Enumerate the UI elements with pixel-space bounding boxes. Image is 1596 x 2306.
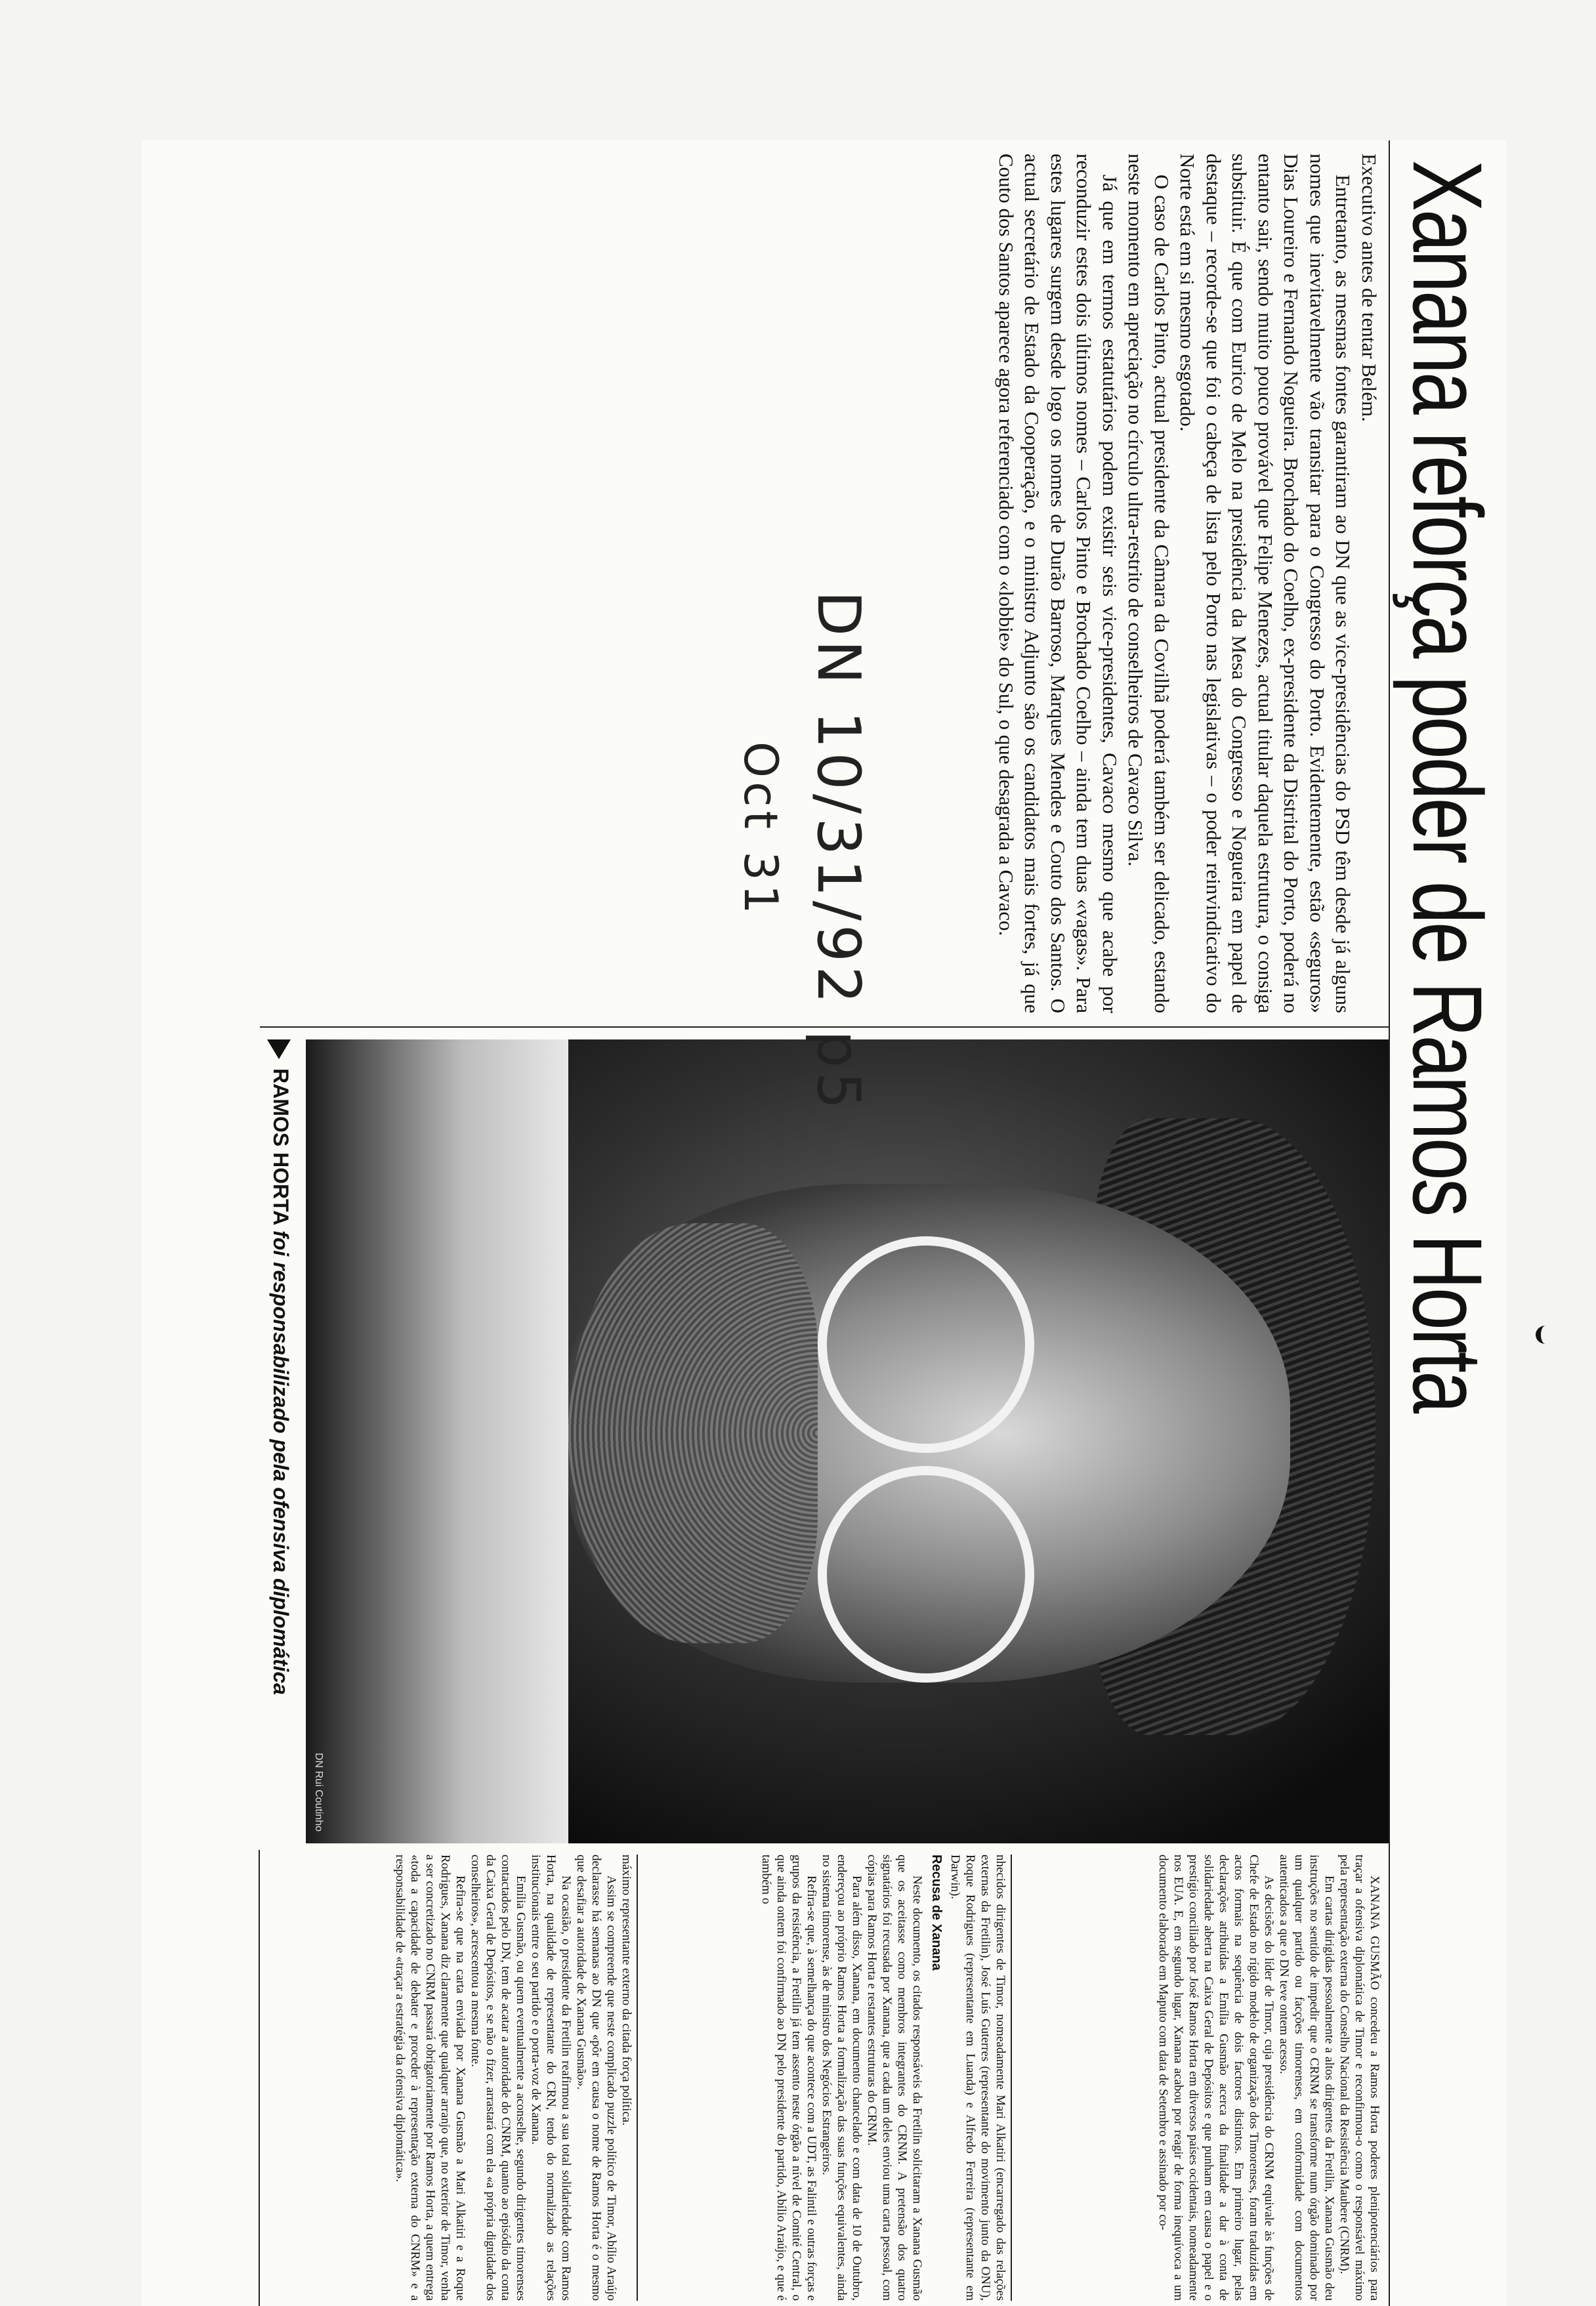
paragraph: As decisões do líder de Timor, cuja presidência do CRNM equivale às funções de Chefe de Estado no rígido modelo de organização dos Timorenses, foram traduzidas em actos formais na sequência de dois factores distintos. Em primeiro lugar, pelas declarações atribuídas a Emília Gusmão acerca da finalidade a dar à conta de solidariedade aberta na Caixa Geral de Depósitos e que punham em causa o papel e o prestígio conciliado por José Ramos Horta em diversos países ocidentais, nomeadamente nos EUA. E, em segundo lugar, Xanana acabou por reagir de forma inequívoca a um documento elaborado em Maputo com data de Setembro e assinado por co- [1156,1855,1276,2301]
paragraph: Na ocasião, o presidente da Fretilin reafirmou a sua total solidariedade com Ramos Horta, na qualidade de representante do CRN, tendo do normalizado as relações institucionais entre o seu partido e o porta-voz de Xanana. [529,1855,573,2301]
article-lower [142,1444,1507,2152]
paragraph: XANANA GUSMÃO concedeu a Ramos Horta poderes plenipotenciários para traçar a ofensiva diplomática de Timor e reconfirmou-o como o responsável máximo pela representação externa do Conselho Nacional da Resistência Maubere (CNRM). [1337,1855,1381,2301]
glasses-left-lens [818,1236,1034,1453]
paragraph: Refira-se que na carta enviada por Xanana Gusmão a Mari Alkatiri e a Roque Rodrigues, Xanana diz claramente que qualquer arranjo que, no exterior de Timor, venha a ser concretizado no CNRM passará obrigatoriamente por Ramos Horta, a quem entrega «toda a capacidade de debater e proceder à representação externa do CNRM» e a responsabilidade de «traçar a estratégia da ofensiva diplomática». [393,1855,467,2301]
paragraph: Em cartas dirigidas pessoalmente a altos dirigentes da Fretilin, Xanana Gusmão deu instruções no sentido de impedir que o CRNM se transforme num órgão dominado por um qualquer partido ou facções timorenses, em conformidade com documentos autenticados a que o DN teve ontem acesso. [1277,1855,1336,2301]
handwritten-note: DN 10/31/92 p5 [804,591,873,1114]
paragraph: Para além disso, Xanana, em documento chancelado e com data de 10 de Outubro, endereçou ao próprio Ramos Horta a formalização das suas funções equivalentes, ainda no sistema timorense, às de ministro dos Negócios Estrangeiros. [820,1855,864,2301]
caption-lead: RAMOS HORTA [269,1068,293,1225]
paragraph: Já que em termos estatutários podem existir seis vice-presidentes, Cavaco mesmo que acabe por reconduzir estes dois últimos nomes – Carlos Pinto e Brochado Coelho – ainda tem duas «vagas». Para estes lugares surgem desde logo os nomes de Durão Barroso, Marques Mendes e Couto dos Santos. O actual secretário de Estado da Cooperação, e o ministro Adjunto são os candidatos mais fortes, já que Couto dos Santos aparece agora referenciado com o «lobbie» do Sul, o que desagrada a Cavaco. [995,154,1122,1013]
handwritten-note-2: Oct 31 [734,742,788,918]
paragraph: nhecidos dirigentes de Timor, nomeadamente Mari Alkatiri (encarregado das relações externas da Fretilin), José Luís Guterres (representante do movimento junto da ONU), Roque Rodrigues (representante em Luanda) e Alfredo Ferreira (representante em Darwin). [948,1855,1007,2301]
paragraph: máximo representante externo da citada força política. [620,1855,633,2126]
paragraph: Entretanto, as mesmas fontes garantiram ao DN que as vice-presidências do PSD têm desde já alguns nomes que inevitavelmente vão transitar para o Congresso do Porto. Evidentemente, estão «seguros» Dias Loureiro e Fernando Nogueira. Brochado do Coelho, ex-presidente da Distrital do Porto, poderá no entanto sair, sendo muito pouco provável que Felipe Menezes, actual titular daquela estrutura, o consiga substituir. É que com Eurico de Melo na presidência da Mesa do Congresso e Nogueira em papel de destaque – recorde-se que foi o cabeça de lista pelo Porto nas legislativas – o poder reinvindicativo do Norte está em si mesmo esgotado. [1176,154,1355,1013]
scan-mark [1536,1326,1555,1344]
photo-credit: DN Rui Coutinho [313,1752,324,1832]
headline: Xanana reforça poder de Ramos Horta [1393,160,1503,1412]
paragraph: Assim se compreende que neste complicado puzzle político de Timor, Abílio Araújo declarasse há semanas ao DN que «pôr em causa o nome de Ramos Horta é o mesmo que desafiar a autoridade de Xanana Gusmão». [574,1855,618,2301]
paragraph: Emília Gusmão, ou quem eventualmente a aconselhe, segundo dirigentes timorenses contactados pelo DN, tem de acatar a autoridade do CNRM, quanto ao episódio da conta da Caixa Geral de Depósitos, e se não o fizer, arrastará com ela «a própria dignidade dos conselheiros», acrescentou a mesma fonte. [469,1855,528,2301]
caption-triangle-icon [267,1039,291,1059]
paragraph: Neste documento, os citados responsáveis da Fretilin solicitaram a Xanana Gusmão que os aceitasse como membros integrantes do CRNM. A pretensão dos quatro signatários foi recusada por Xanana, que a cada um deles enviou uma carta pessoal, com cópias para Ramos Horta e restantes estruturas do CRNM. [865,1855,924,2301]
paragraph: O caso de Carlos Pinto, actual presidente da Câmara da Covilhã poderá também ser delicado, estando neste momento em apreciação no círculo ultra-restrito de conselheiros de Cavaco Silva. [1124,154,1173,1013]
caption-text: foi responsabilizado pela ofensiva diplomática [269,1230,293,1695]
subheading: Recusa de Xanana [929,1855,944,1971]
paragraph: Executivo antes de tentar Belém. [1358,154,1381,422]
paragraph: Refira-se que, à semelhança do que acontece com a UDT, as Falintil e outras forças e grupos da resistência, a Fretilin já tem assento neste órgão a nível de Comité Central, o que ainda ontem foi confirmado ao DN pelo presidente do partido, Abílio Araújo, e que é também o [759,1855,818,2301]
